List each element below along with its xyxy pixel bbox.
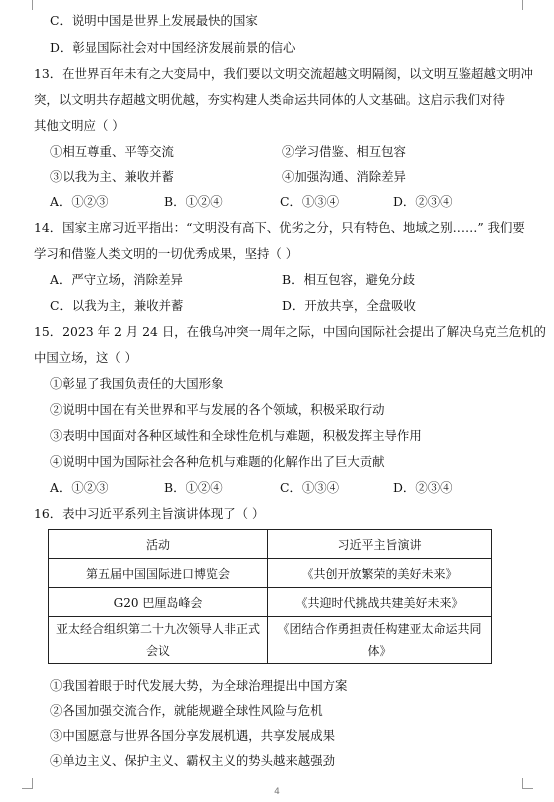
q13-stem-line-3: 其他文明应（ ） bbox=[34, 118, 125, 133]
q13-statement-3: ③以我为主、兼收并蓄 bbox=[50, 169, 174, 184]
q13-statement-1: ①相互尊重、平等交流 bbox=[50, 144, 174, 159]
q15-statement-2: ②说明中国在有关世界和平与发展的各个领域，积极采取行动 bbox=[50, 402, 385, 417]
q15-stem-line-2: 中国立场，这（ ） bbox=[34, 350, 138, 365]
table-cell-activity: G20 巴厘岛峰会 bbox=[49, 588, 268, 617]
table-cell-activity: 第五届中国国际进口博览会 bbox=[49, 559, 268, 588]
q15-statement-4: ④说明中国为国际社会各种危机与难题的化解作出了巨大贡献 bbox=[50, 454, 385, 469]
q15-option-b: B．①②④ bbox=[164, 480, 223, 495]
page-number: 4 bbox=[274, 787, 280, 797]
q14-option-a: A．严守立场，消除差异 bbox=[50, 272, 183, 287]
q13-options bbox=[50, 192, 520, 210]
q16-statement-3: ③中国愿意与世界各国分享发展机遇，共享发展成果 bbox=[50, 728, 335, 743]
q13-statement-2: ②学习借鉴、相互包容 bbox=[282, 144, 406, 159]
q15-options bbox=[50, 478, 520, 496]
q15-statement-1: ①彰显了我国负责任的大国形象 bbox=[50, 376, 224, 391]
q14-option-b: B．相互包容，避免分歧 bbox=[282, 272, 416, 287]
q13-statement-4: ④加强沟通、消除差异 bbox=[282, 169, 406, 184]
table-header-row bbox=[49, 530, 492, 559]
table-cell-activity: 亚太经合组织第二十九次领导人非正式会议 bbox=[49, 617, 268, 664]
q16-statement-1: ①我国着眼于时代发展大势，为全球治理提出中国方案 bbox=[50, 678, 348, 693]
q13-stem-line-1: 13．在世界百年未有之大变局中，我们要以文明交流超越文明隔阂，以文明互鉴超越文明冲 bbox=[34, 66, 534, 81]
q15-statement-3: ③表明中国面对各种区域性和全球性危机与难题，积极发挥主导作用 bbox=[50, 428, 422, 443]
q13-stem-line-2: 突，以文明共存超越文明优越，夯实构建人类命运共同体的人文基础。这启示我们对待 bbox=[34, 92, 505, 107]
speech-table bbox=[48, 529, 492, 664]
q14-stem-line-2: 学习和借鉴人类文明的一切优秀成果，坚持（ ） bbox=[34, 246, 299, 261]
prev-option-d: D．彰显国际社会对中国经济发展前景的信心 bbox=[50, 40, 296, 55]
q14-option-c: C．以我为主，兼收并蓄 bbox=[50, 298, 184, 313]
table-header-activity: 活动 bbox=[49, 530, 268, 559]
table-cell-speech: 《共迎时代挑战共建美好未来》 bbox=[268, 588, 492, 617]
corner-mark-top-left bbox=[22, 0, 33, 10]
q16-statement-4: ④单边主义、保护主义、霸权主义的势头越来越强劲 bbox=[50, 753, 335, 768]
table-cell-speech: 《共创开放繁荣的美好未来》 bbox=[268, 559, 492, 588]
q13-option-b: B．①②④ bbox=[164, 194, 223, 209]
q13-option-d: D．②③④ bbox=[393, 194, 453, 209]
q13-option-a: A．①②③ bbox=[50, 194, 109, 209]
table-header-speech: 习近平主旨演讲 bbox=[268, 530, 492, 559]
corner-mark-top-right bbox=[522, 0, 533, 10]
q14-option-d: D．开放共享，全盘吸收 bbox=[282, 298, 416, 313]
q16-statement-2: ②各国加强交流合作，就能规避全球性风险与危机 bbox=[50, 703, 323, 718]
q15-option-d: D．②③④ bbox=[393, 480, 453, 495]
q14-stem-line-1: 14．国家主席习近平指出：“文明没有高下、优劣之分，只有特色、地域之别……” 我们要 bbox=[34, 220, 525, 235]
table-row bbox=[49, 559, 492, 588]
q16-stem: 16．表中习近平系列主旨演讲体现了（ ） bbox=[34, 506, 265, 521]
q15-option-c: C．①③④ bbox=[280, 480, 340, 495]
q13-option-c: C．①③④ bbox=[280, 194, 340, 209]
prev-option-c: C．说明中国是世界上发展最快的国家 bbox=[50, 13, 258, 28]
q15-stem-line-1: 15．2023 年 2 月 24 日，在俄乌冲突一周年之际，中国向国际社会提出了解决乌克兰危机的 bbox=[34, 324, 546, 339]
table-row bbox=[49, 588, 492, 617]
table-cell-speech: 《团结合作勇担责任构建亚太命运共同体》 bbox=[268, 617, 492, 664]
table-row bbox=[49, 617, 492, 664]
q15-option-a: A．①②③ bbox=[50, 480, 109, 495]
